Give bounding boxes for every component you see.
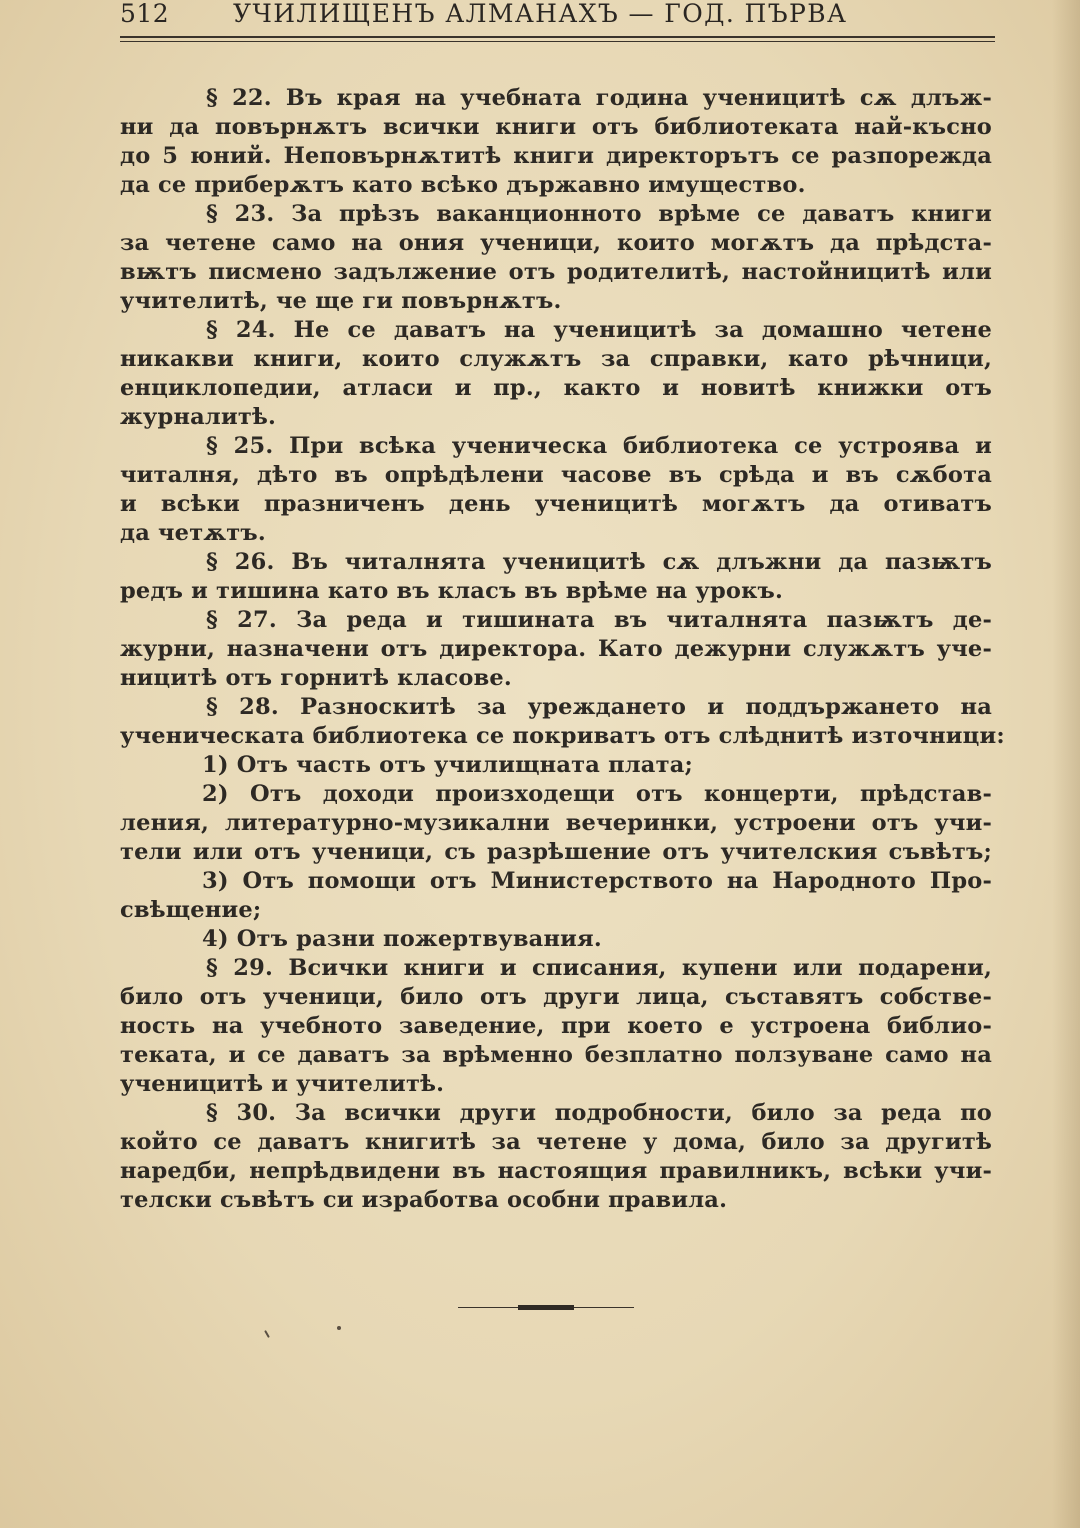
text-line: § 25. При всѣка ученическа библиотека се устроява и	[206, 433, 992, 459]
text-line: § 22. Въ края на учебната година ученицитѣ сѫ длъж-	[206, 85, 992, 111]
text-line: § 28. Разноскитѣ за уреждането и поддържането на	[206, 694, 992, 720]
text-line: тели или отъ ученици, съ разрѣшение отъ учителския съвѣтъ;	[120, 839, 992, 865]
text-line: читалня, дѣто въ опрѣдѣлени часове въ срѣда и въ сѫбота	[120, 462, 992, 488]
text-line: ницитѣ отъ горнитѣ класове.	[120, 665, 512, 691]
page-number: 512	[120, 0, 170, 28]
text-line: § 23. За прѣзъ ваканционното врѣме се даватъ книги	[206, 201, 992, 227]
text-line: 3) Отъ помощи отъ Министерството на Народното Про-	[202, 868, 992, 894]
header-rule	[120, 36, 995, 38]
text-line: енциклопедии, атласи и пр., както и новитѣ книжки отъ	[120, 375, 992, 401]
text-line: § 27. За реда и тишината въ читалнята пазѭтъ де-	[206, 607, 992, 633]
text-line: свѣщение;	[120, 897, 262, 923]
text-line: учителитѣ, че ще ги повърнѫтъ.	[120, 288, 562, 314]
text-line: ни да повърнѫтъ всички книги отъ библиотеката най-късно	[120, 114, 992, 140]
closing-ornament-rule	[458, 1306, 634, 1310]
text-line: до 5 юний. Неповърнѫтитѣ книги директорътъ се разпорежда	[120, 143, 992, 169]
text-line: за четене само на ония ученици, които могѫтъ да прѣдста-	[120, 230, 992, 256]
text-line: ученическата библиотека се покриватъ отъ слѣднитѣ източници:	[120, 723, 1005, 749]
text-line: 2) Отъ доходи произходещи отъ концерти, прѣдстав-	[202, 781, 992, 807]
text-line: да четѫтъ.	[120, 520, 266, 546]
text-line: никакви книги, които служѫтъ за справки, като рѣчници,	[120, 346, 992, 372]
text-line: 4) Отъ разни пожертвувания.	[202, 926, 602, 952]
text-line: наредби, непрѣдвидени въ настоящия правилникъ, всѣки учи-	[120, 1158, 992, 1184]
text-line: който се даватъ книгитѣ за четене у дома, било за другитѣ	[120, 1129, 992, 1155]
text-line: да се приберѫтъ като всѣко държавно имущество.	[120, 172, 806, 198]
text-line: телски съвѣтъ си изработва особни правила.	[120, 1187, 728, 1213]
text-line: 1) Отъ часть отъ училищната плата;	[202, 752, 694, 778]
page-header	[120, 0, 995, 30]
page-edge-shadow	[1052, 0, 1080, 1528]
text-line: § 30. За всички други подробности, било за реда по	[206, 1100, 992, 1126]
text-line: журналитѣ.	[120, 404, 277, 430]
text-line: редъ и тишина като въ класъ въ врѣме на урокъ.	[120, 578, 784, 604]
header-rule-thin	[120, 41, 995, 42]
paper-speck	[264, 1330, 270, 1338]
text-line: § 29. Всички книги и списания, купени или подарени,	[206, 955, 992, 981]
text-line: § 26. Въ читалнята ученицитѣ сѫ длъжни да пазѭтъ	[206, 549, 992, 575]
text-line: § 24. Не се даватъ на ученицитѣ за домашно четене	[206, 317, 992, 343]
text-line: било отъ ученици, било отъ други лица, съставятъ собстве-	[120, 984, 992, 1010]
text-line: ность на учебното заведение, при което е устроена библио-	[120, 1013, 992, 1039]
text-line: и всѣки празниченъ день ученицитѣ могѫтъ да отиватъ	[120, 491, 992, 517]
text-line: ления, литературно-музикални вечеринки, устроени отъ учи-	[120, 810, 992, 836]
ornament-thick-bar	[518, 1305, 574, 1310]
paper-speck	[337, 1326, 341, 1330]
body-text	[120, 84, 1005, 1215]
text-line: журни, назначени отъ директора. Като дежурни служѫтъ уче-	[120, 636, 992, 662]
text-line: вѭтъ писмено задължение отъ родителитѣ, настойницитѣ или	[120, 259, 992, 285]
text-line: ученицитѣ и учителитѣ.	[120, 1071, 445, 1097]
running-title: УЧИЛИЩЕНЪ АЛМАНАХЪ — ГОД. ПЪРВА	[233, 0, 848, 28]
text-line: теката, и се даватъ за врѣменно безплатно ползуване само на	[120, 1042, 992, 1068]
